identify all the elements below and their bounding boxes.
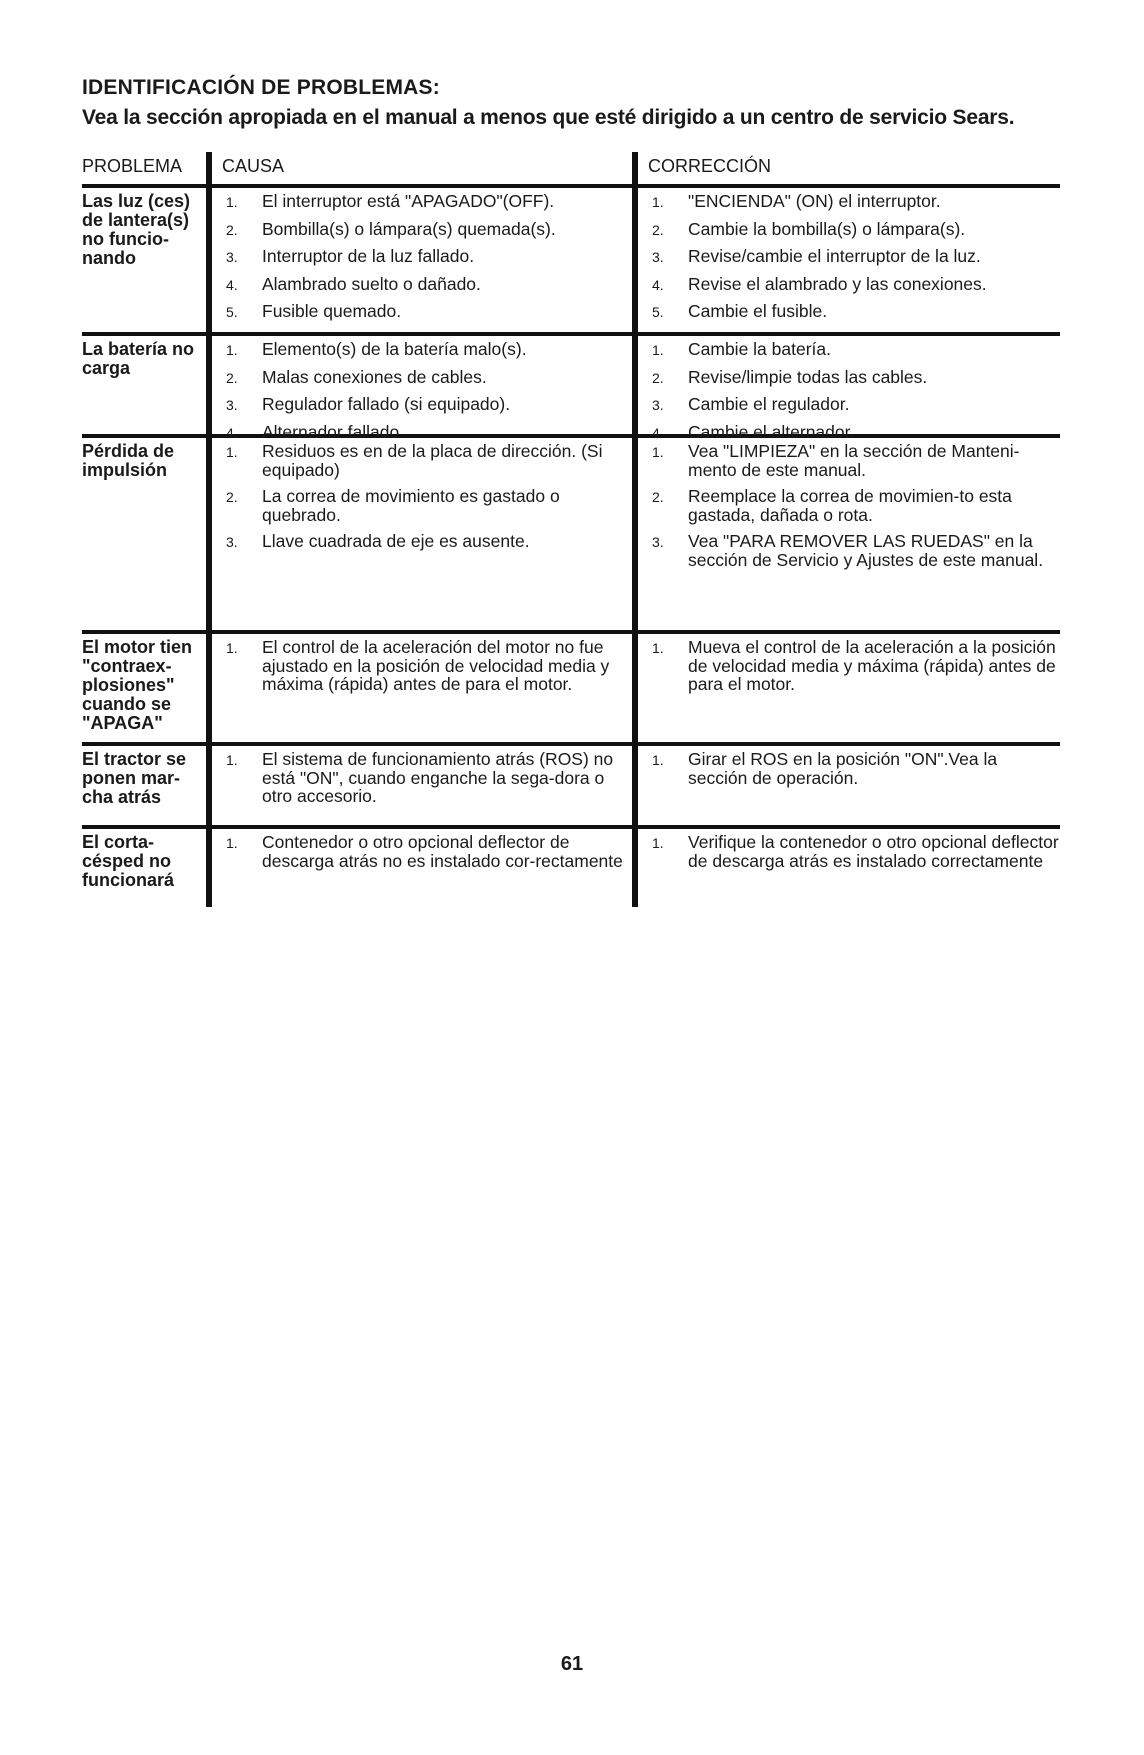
table-row (82, 434, 1060, 630)
cause-item (222, 638, 626, 694)
item-number: 4. (226, 424, 238, 441)
correction-item (648, 340, 1060, 360)
table-row (82, 332, 1060, 442)
item-text: El interruptor está "APAGADO"(OFF). (262, 191, 555, 211)
problem-cell: La batería no carga (82, 339, 195, 378)
item-number: 1. (226, 835, 238, 851)
item-number: 1. (652, 194, 664, 210)
correction-cell (638, 336, 1060, 442)
item-number: 3. (652, 249, 664, 265)
item-number: 1. (652, 640, 664, 656)
item-number: 1. (226, 194, 238, 210)
item-text: Cambie el fusible. (688, 301, 828, 321)
correction-cell (638, 829, 1060, 907)
item-number: 2. (226, 489, 238, 505)
problem-cell: Pérdida de impulsión (82, 441, 175, 480)
cause-item (222, 340, 626, 360)
item-text: Revise/cambie el interruptor de la luz. (688, 246, 981, 266)
item-text: Alambrado suelto o dañado. (262, 273, 481, 294)
troubleshooting-table (82, 152, 1060, 907)
problem-cell: El corta-césped no funcionará (82, 832, 175, 890)
item-text: Alternador fallado. (262, 421, 405, 442)
correction-item (648, 302, 1060, 322)
table-header (82, 152, 1060, 184)
item-number: 4. (652, 276, 664, 293)
correction-item (648, 638, 1060, 694)
cause-item (222, 487, 626, 524)
item-text: Reemplace la correa de movimien-to esta gastada, dañada o rota. (688, 486, 1012, 525)
cause-cell (212, 746, 632, 825)
cause-item (222, 395, 626, 415)
correction-cell (638, 438, 1060, 630)
correction-item (648, 220, 1060, 240)
cause-item (222, 247, 626, 267)
item-text: Cambie el alternador. (688, 421, 855, 442)
item-text: Residuos es en de la placa de dirección. (Si equipado) (262, 441, 603, 480)
item-number: 1. (226, 640, 238, 656)
item-number: 1. (652, 444, 664, 460)
correction-item (648, 833, 1060, 870)
item-text: La correa de movimiento es gastado o quebrado. (262, 486, 560, 525)
item-text: Vea "LIMPIEZA" en la sección de Manteni-mento de este manual. (688, 441, 1020, 480)
item-text: Girar el ROS en la posición "ON".Vea la sección de operación. (688, 749, 998, 788)
header-problem: PROBLEMA (82, 156, 183, 176)
item-number: 2. (652, 489, 664, 505)
item-number: 3. (652, 534, 664, 550)
cause-item (222, 750, 626, 806)
item-number: 5. (652, 304, 664, 320)
item-text: Cambie la bombilla(s) o lámpara(s). (688, 218, 966, 239)
item-number: 3. (226, 249, 238, 265)
table-row (82, 630, 1060, 742)
item-text: Llave cuadrada de eje es ausente. (262, 531, 530, 551)
item-text: El control de la aceleración del motor no fue ajustado en la posición de velocidad media y máxima (rápida) antes de para el motor. (262, 637, 610, 694)
cause-cell (212, 336, 632, 442)
table-body (82, 184, 1060, 907)
item-text: Cambie la batería. (688, 339, 831, 359)
item-text: Fusible quemado. (262, 301, 402, 321)
cause-cell (212, 438, 632, 630)
item-number: 2. (226, 221, 238, 238)
correction-cell (638, 746, 1060, 825)
item-number: 1. (652, 342, 664, 358)
item-number: 1. (652, 752, 664, 768)
cause-item (222, 275, 626, 295)
item-number: 4. (652, 424, 664, 441)
item-text: Elemento(s) de la batería malo(s). (262, 339, 527, 359)
correction-item (648, 275, 1060, 295)
cause-item (222, 442, 626, 479)
correction-item (648, 368, 1060, 388)
item-number: 3. (652, 397, 664, 413)
item-text: Revise/limpie todas las cables. (688, 366, 928, 387)
page-subheading: Vea la sección apropiada en el manual a menos que esté dirigido a un centro de servicio Sears. (82, 106, 1015, 129)
item-text: "ENCIENDA" (ON) el interruptor. (688, 191, 941, 211)
correction-cell (638, 188, 1060, 332)
item-text: Contenedor o otro opcional deflector de descarga atrás no es instalado cor-rectamente (262, 832, 623, 871)
cause-item (222, 532, 626, 552)
cause-cell (212, 829, 632, 907)
cause-item (222, 302, 626, 322)
item-text: Malas conexiones de cables. (262, 366, 487, 387)
header-correction: CORRECCIÓN (648, 156, 772, 176)
item-text: Verifique la contenedor o otro opcional deflector de descarga atrás es instalado correctamente (688, 832, 1059, 871)
table-row (82, 184, 1060, 332)
cause-item (222, 368, 626, 388)
item-number: 2. (652, 221, 664, 238)
header-cause: CAUSA (222, 156, 285, 176)
item-number: 1. (226, 444, 238, 460)
item-number: 1. (652, 835, 664, 851)
item-number: 1. (226, 342, 238, 358)
table-row (82, 742, 1060, 825)
cause-item (222, 192, 626, 212)
correction-item (648, 442, 1060, 479)
page-number: 61 (560, 1653, 584, 1675)
item-number: 3. (226, 397, 238, 413)
problem-cell: El motor tien "contraex-plosiones" cuando se "APAGA" (82, 637, 193, 733)
cause-item (222, 220, 626, 240)
correction-item (648, 750, 1060, 787)
item-number: 2. (652, 369, 664, 386)
problem-cell: Las luz (ces) de lantera(s) no funcio-nando (82, 191, 191, 268)
correction-item (648, 395, 1060, 415)
cause-cell (212, 188, 632, 332)
item-number: 4. (226, 276, 238, 293)
correction-item (648, 487, 1060, 524)
correction-item (648, 192, 1060, 212)
item-text: Bombilla(s) o lámpara(s) quemada(s). (262, 218, 556, 239)
table-row (82, 825, 1060, 907)
problem-cell: El tractor se ponen mar-cha atrás (82, 749, 187, 807)
item-number: 1. (226, 752, 238, 768)
cause-item (222, 833, 626, 870)
item-number: 2. (226, 369, 238, 386)
item-text: Cambie el regulador. (688, 394, 850, 414)
correction-cell (638, 634, 1060, 742)
item-text: Regulador fallado (si equipado). (262, 394, 511, 414)
correction-item (648, 532, 1060, 569)
item-text: Interruptor de la luz fallado. (262, 246, 475, 266)
item-number: 3. (226, 534, 238, 550)
item-text: Vea "PARA REMOVER LAS RUEDAS" en la sección de Servicio y Ajustes de este manual. (688, 531, 1044, 570)
item-text: Mueva el control de la aceleración a la posición de velocidad media y máxima (rápida) antes de para el motor. (688, 637, 1056, 694)
item-number: 5. (226, 304, 238, 320)
correction-item (648, 247, 1060, 267)
page-heading: IDENTIFICACIÓN DE PROBLEMAS: (82, 76, 440, 99)
item-text: El sistema de funcionamiento atrás (ROS) no está "ON", cuando enganche la sega-dora o otro accesorio. (262, 749, 614, 806)
cause-cell (212, 634, 632, 742)
item-text: Revise el alambrado y las conexiones. (688, 273, 987, 294)
